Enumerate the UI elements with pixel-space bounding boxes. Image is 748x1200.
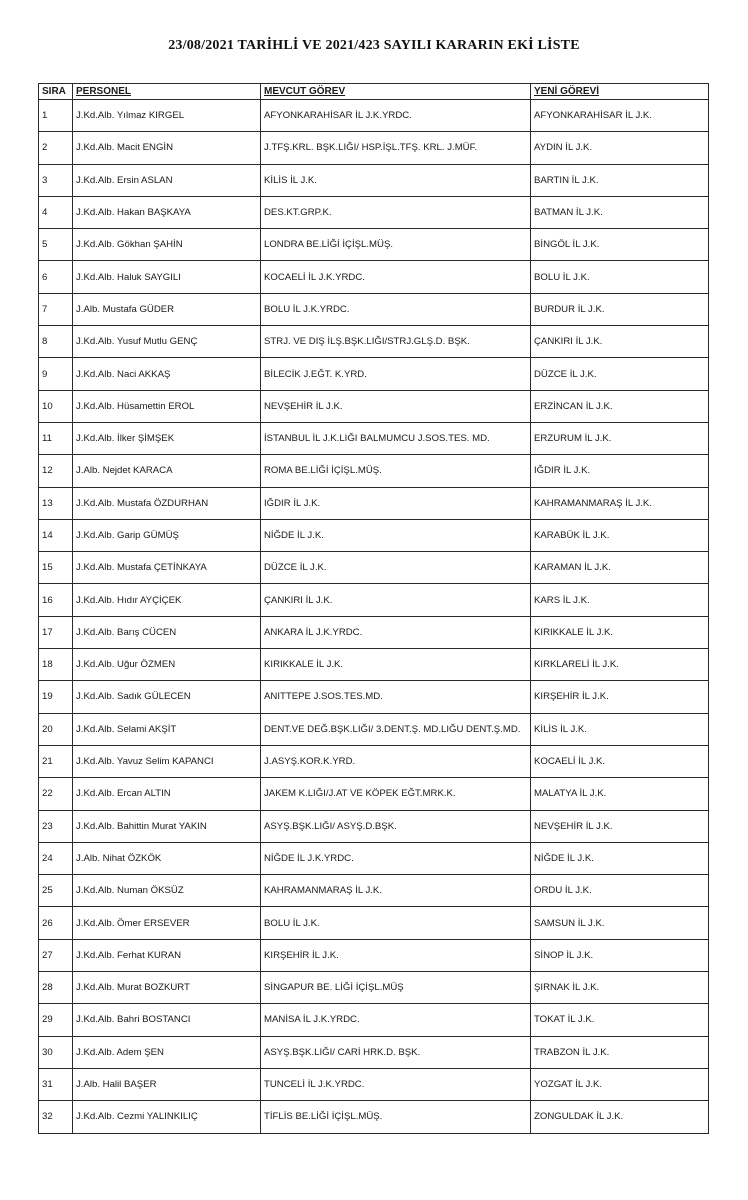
cell-mevcut-gorev: KOCAELİ İL J.K.YRDC. <box>261 261 531 293</box>
cell-sira: 17 <box>39 616 73 648</box>
cell-sira: 7 <box>39 293 73 325</box>
column-header-yeni-gorevi: YENİ GÖREVİ <box>531 84 709 100</box>
assignment-table <box>38 83 709 1134</box>
cell-personel: J.Kd.Alb. Hakan BAŞKAYA <box>73 196 261 228</box>
cell-sira: 20 <box>39 713 73 745</box>
cell-yeni-gorevi: DÜZCE İL J.K. <box>531 358 709 390</box>
cell-sira: 22 <box>39 778 73 810</box>
cell-yeni-gorevi: MALATYA İL J.K. <box>531 778 709 810</box>
cell-personel: J.Kd.Alb. Macit ENGİN <box>73 132 261 164</box>
cell-yeni-gorevi: BOLU İL J.K. <box>531 261 709 293</box>
cell-mevcut-gorev: ROMA BE.LİĞİ İÇİŞL.MÜŞ. <box>261 455 531 487</box>
cell-mevcut-gorev: DENT.VE DEĞ.BŞK.LIĞI/ 3.DENT.Ş. MD.LIĞU DENT.Ş.MD. <box>261 713 531 745</box>
table-row <box>39 875 709 907</box>
table-row <box>39 1004 709 1036</box>
cell-personel: J.Kd.Alb. Bahittin Murat YAKIN <box>73 810 261 842</box>
table-row <box>39 552 709 584</box>
cell-personel: J.Kd.Alb. Haluk SAYGILI <box>73 261 261 293</box>
cell-sira: 21 <box>39 745 73 777</box>
column-header-personel: PERSONEL <box>73 84 261 100</box>
cell-sira: 16 <box>39 584 73 616</box>
cell-mevcut-gorev: AFYONKARAHİSAR İL J.K.YRDC. <box>261 100 531 132</box>
cell-sira: 31 <box>39 1068 73 1100</box>
table-row <box>39 778 709 810</box>
table-row <box>39 487 709 519</box>
cell-sira: 27 <box>39 939 73 971</box>
cell-mevcut-gorev: MANİSA İL J.K.YRDC. <box>261 1004 531 1036</box>
cell-yeni-gorevi: YOZGAT İL J.K. <box>531 1068 709 1100</box>
cell-mevcut-gorev: KIRŞEHİR İL J.K. <box>261 939 531 971</box>
cell-yeni-gorevi: AYDIN İL J.K. <box>531 132 709 164</box>
cell-personel: J.Kd.Alb. Uğur ÖZMEN <box>73 649 261 681</box>
cell-sira: 4 <box>39 196 73 228</box>
cell-sira: 11 <box>39 422 73 454</box>
cell-personel: J.Kd.Alb. Mustafa ÇETİNKAYA <box>73 552 261 584</box>
cell-sira: 14 <box>39 519 73 551</box>
table-row <box>39 810 709 842</box>
cell-personel: J.Kd.Alb. Sadık GÜLECEN <box>73 681 261 713</box>
cell-mevcut-gorev: KİLİS İL J.K. <box>261 164 531 196</box>
table-row <box>39 326 709 358</box>
cell-mevcut-gorev: KIRIKKALE İL J.K. <box>261 649 531 681</box>
cell-yeni-gorevi: KİLİS İL J.K. <box>531 713 709 745</box>
cell-yeni-gorevi: KARS İL J.K. <box>531 584 709 616</box>
cell-yeni-gorevi: BATMAN İL J.K. <box>531 196 709 228</box>
cell-sira: 18 <box>39 649 73 681</box>
cell-personel: J.Kd.Alb. Hüsamettin EROL <box>73 390 261 422</box>
table-row <box>39 229 709 261</box>
cell-sira: 23 <box>39 810 73 842</box>
cell-mevcut-gorev: BOLU İL J.K.YRDC. <box>261 293 531 325</box>
table-row <box>39 745 709 777</box>
cell-yeni-gorevi: SİNOP İL J.K. <box>531 939 709 971</box>
table-row <box>39 939 709 971</box>
document-title: 23/08/2021 TARİHLİ VE 2021/423 SAYILI KARARIN EKİ LİSTE <box>168 38 580 53</box>
cell-sira: 29 <box>39 1004 73 1036</box>
cell-mevcut-gorev: IĞDIR İL J.K. <box>261 487 531 519</box>
cell-yeni-gorevi: KIRKLARELİ İL J.K. <box>531 649 709 681</box>
cell-sira: 8 <box>39 326 73 358</box>
cell-yeni-gorevi: TOKAT İL J.K. <box>531 1004 709 1036</box>
cell-mevcut-gorev: ASYŞ.BŞK.LIĞI/ ASYŞ.D.BŞK. <box>261 810 531 842</box>
cell-sira: 1 <box>39 100 73 132</box>
cell-personel: J.Kd.Alb. İlker ŞİMŞEK <box>73 422 261 454</box>
cell-mevcut-gorev: ANITTEPE J.SOS.TES.MD. <box>261 681 531 713</box>
cell-mevcut-gorev: NİĞDE İL J.K. <box>261 519 531 551</box>
cell-personel: J.Kd.Alb. Selami AKŞİT <box>73 713 261 745</box>
header-row <box>39 84 709 100</box>
cell-mevcut-gorev: BOLU İL J.K. <box>261 907 531 939</box>
cell-personel: J.Kd.Alb. Cezmi YALINKILIÇ <box>73 1101 261 1133</box>
cell-mevcut-gorev: J.TFŞ.KRL. BŞK.LIĞI/ HSP.İŞL.TFŞ. KRL. J.MÜF. <box>261 132 531 164</box>
cell-yeni-gorevi: BURDUR İL J.K. <box>531 293 709 325</box>
table-row <box>39 713 709 745</box>
cell-personel: J.Alb. Halil BAŞER <box>73 1068 261 1100</box>
table-row <box>39 293 709 325</box>
cell-sira: 10 <box>39 390 73 422</box>
table-row <box>39 358 709 390</box>
cell-sira: 25 <box>39 875 73 907</box>
cell-personel: J.Kd.Alb. Naci AKKAŞ <box>73 358 261 390</box>
cell-personel: J.Kd.Alb. Ömer ERSEVER <box>73 907 261 939</box>
cell-yeni-gorevi: ORDU İL J.K. <box>531 875 709 907</box>
cell-personel: J.Kd.Alb. Yılmaz KIRGEL <box>73 100 261 132</box>
cell-yeni-gorevi: ERZİNCAN İL J.K. <box>531 390 709 422</box>
cell-mevcut-gorev: DÜZCE İL J.K. <box>261 552 531 584</box>
cell-yeni-gorevi: KARAMAN İL J.K. <box>531 552 709 584</box>
cell-mevcut-gorev: İSTANBUL İL J.K.LIĞI BALMUMCU J.SOS.TES. MD. <box>261 422 531 454</box>
cell-personel: J.Alb. Mustafa GÜDER <box>73 293 261 325</box>
column-header-mevcut-gorev: MEVCUT GÖREV <box>261 84 531 100</box>
cell-personel: J.Kd.Alb. Garip GÜMÜŞ <box>73 519 261 551</box>
table-row <box>39 1036 709 1068</box>
cell-yeni-gorevi: KOCAELİ İL J.K. <box>531 745 709 777</box>
cell-mevcut-gorev: TUNCELİ İL J.K.YRDC. <box>261 1068 531 1100</box>
cell-personel: J.Kd.Alb. Yusuf Mutlu GENÇ <box>73 326 261 358</box>
table-row <box>39 584 709 616</box>
cell-personel: J.Kd.Alb. Murat BOZKURT <box>73 972 261 1004</box>
cell-sira: 6 <box>39 261 73 293</box>
table-row <box>39 261 709 293</box>
cell-personel: J.Kd.Alb. Yavuz Selim KAPANCI <box>73 745 261 777</box>
table-row <box>39 1101 709 1133</box>
table-row <box>39 1068 709 1100</box>
cell-yeni-gorevi: KARABÜK İL J.K. <box>531 519 709 551</box>
cell-sira: 15 <box>39 552 73 584</box>
cell-mevcut-gorev: JAKEM K.LIĞI/J.AT VE KÖPEK EĞT.MRK.K. <box>261 778 531 810</box>
cell-yeni-gorevi: TRABZON İL J.K. <box>531 1036 709 1068</box>
table-row <box>39 455 709 487</box>
cell-personel: J.Kd.Alb. Bahri BOSTANCI <box>73 1004 261 1036</box>
cell-sira: 19 <box>39 681 73 713</box>
cell-yeni-gorevi: AFYONKARAHİSAR İL J.K. <box>531 100 709 132</box>
cell-yeni-gorevi: ZONGULDAK İL J.K. <box>531 1101 709 1133</box>
cell-personel: J.Kd.Alb. Gökhan ŞAHİN <box>73 229 261 261</box>
cell-mevcut-gorev: ASYŞ.BŞK.LIĞI/ CARİ HRK.D. BŞK. <box>261 1036 531 1068</box>
cell-yeni-gorevi: KAHRAMANMARAŞ İL J.K. <box>531 487 709 519</box>
cell-yeni-gorevi: IĞDIR İL J.K. <box>531 455 709 487</box>
table-row <box>39 681 709 713</box>
cell-yeni-gorevi: ŞIRNAK İL J.K. <box>531 972 709 1004</box>
cell-personel: J.Kd.Alb. Mustafa ÖZDURHAN <box>73 487 261 519</box>
cell-yeni-gorevi: ERZURUM İL J.K. <box>531 422 709 454</box>
cell-sira: 13 <box>39 487 73 519</box>
table-row <box>39 972 709 1004</box>
table-row <box>39 649 709 681</box>
cell-personel: J.Kd.Alb. Barış CÜCEN <box>73 616 261 648</box>
cell-sira: 3 <box>39 164 73 196</box>
table-row <box>39 616 709 648</box>
cell-yeni-gorevi: ÇANKIRI İL J.K. <box>531 326 709 358</box>
cell-mevcut-gorev: J.ASYŞ.KOR.K.YRD. <box>261 745 531 777</box>
cell-personel: J.Kd.Alb. Ersin ASLAN <box>73 164 261 196</box>
cell-sira: 5 <box>39 229 73 261</box>
cell-mevcut-gorev: ANKARA İL J.K.YRDC. <box>261 616 531 648</box>
cell-sira: 9 <box>39 358 73 390</box>
cell-sira: 24 <box>39 842 73 874</box>
cell-personel: J.Kd.Alb. Hıdır AYÇİÇEK <box>73 584 261 616</box>
table-row <box>39 132 709 164</box>
cell-mevcut-gorev: KAHRAMANMARAŞ İL J.K. <box>261 875 531 907</box>
table-row <box>39 164 709 196</box>
cell-yeni-gorevi: SAMSUN İL J.K. <box>531 907 709 939</box>
cell-personel: J.Kd.Alb. Ercan ALTIN <box>73 778 261 810</box>
cell-sira: 32 <box>39 1101 73 1133</box>
cell-personel: J.Kd.Alb. Ferhat KURAN <box>73 939 261 971</box>
cell-yeni-gorevi: BİNGÖL İL J.K. <box>531 229 709 261</box>
cell-yeni-gorevi: NİĞDE İL J.K. <box>531 842 709 874</box>
cell-yeni-gorevi: KIRŞEHİR İL J.K. <box>531 681 709 713</box>
table-row <box>39 390 709 422</box>
column-header-sira: SIRA <box>39 84 73 100</box>
cell-personel: J.Kd.Alb. Numan ÖKSÜZ <box>73 875 261 907</box>
cell-personel: J.Kd.Alb. Adem ŞEN <box>73 1036 261 1068</box>
cell-mevcut-gorev: STRJ. VE DIŞ İLŞ.BŞK.LIĞI/STRJ.GLŞ.D. BŞK. <box>261 326 531 358</box>
cell-mevcut-gorev: ÇANKIRI İL J.K. <box>261 584 531 616</box>
cell-mevcut-gorev: SİNGAPUR BE. LİĞİ İÇİŞL.MÜŞ <box>261 972 531 1004</box>
table-row <box>39 422 709 454</box>
table-row <box>39 907 709 939</box>
cell-mevcut-gorev: DES.KT.GRP.K. <box>261 196 531 228</box>
cell-sira: 2 <box>39 132 73 164</box>
cell-sira: 30 <box>39 1036 73 1068</box>
cell-sira: 26 <box>39 907 73 939</box>
cell-personel: J.Alb. Nihat ÖZKÖK <box>73 842 261 874</box>
table-row <box>39 842 709 874</box>
cell-yeni-gorevi: BARTIN İL J.K. <box>531 164 709 196</box>
cell-mevcut-gorev: NİĞDE İL J.K.YRDC. <box>261 842 531 874</box>
cell-mevcut-gorev: NEVŞEHİR İL J.K. <box>261 390 531 422</box>
cell-mevcut-gorev: BİLECİK J.EĞT. K.YRD. <box>261 358 531 390</box>
cell-mevcut-gorev: TİFLİS BE.LİĞİ İÇİŞL.MÜŞ. <box>261 1101 531 1133</box>
cell-personel: J.Alb. Nejdet KARACA <box>73 455 261 487</box>
cell-sira: 28 <box>39 972 73 1004</box>
cell-sira: 12 <box>39 455 73 487</box>
cell-yeni-gorevi: NEVŞEHİR İL J.K. <box>531 810 709 842</box>
cell-yeni-gorevi: KIRIKKALE İL J.K. <box>531 616 709 648</box>
table-row <box>39 519 709 551</box>
table-row <box>39 100 709 132</box>
table-row <box>39 196 709 228</box>
cell-mevcut-gorev: LONDRA BE.LİĞİ İÇİŞL.MÜŞ. <box>261 229 531 261</box>
